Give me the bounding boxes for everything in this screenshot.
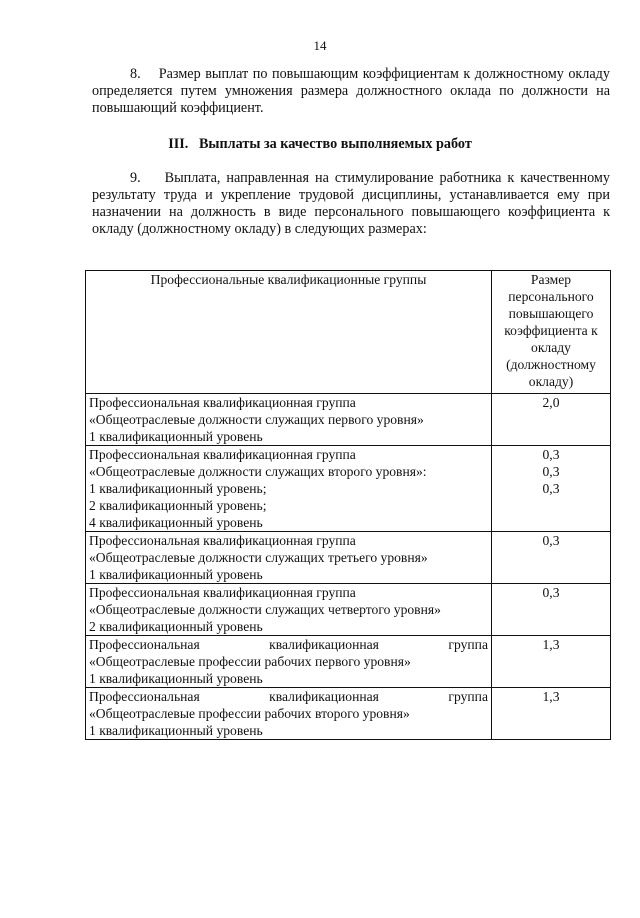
group-cell [86, 584, 492, 636]
group-cell [86, 636, 492, 688]
coefficient-value: 0,3 [542, 533, 560, 548]
coefficient-value: 1,3 [542, 689, 560, 704]
level-label: 4 квалификационный уровень [89, 515, 263, 530]
table-row [86, 584, 611, 636]
table-header-row [86, 271, 611, 394]
coefficient-value: 0,3 [542, 464, 560, 479]
value-cell [492, 394, 611, 446]
section-heading: III. Выплаты за качество выполняемых работ [168, 136, 472, 152]
group-name: «Общеотраслевые должности служащих третьего уровня» [89, 550, 428, 565]
table-row [86, 446, 611, 532]
coefficient-value: 0,3 [542, 585, 560, 600]
group-cell [86, 394, 492, 446]
level-label: 1 квалификационный уровень [89, 567, 263, 582]
coefficient-table [85, 270, 611, 740]
table-row [86, 688, 611, 740]
group-title: Профессиональная квалификационная группа [89, 395, 356, 410]
group-cell [86, 688, 492, 740]
value-cell [492, 584, 611, 636]
group-title: Профессиональная квалификационная группа [89, 447, 356, 462]
group-name: «Общеотраслевые профессии рабочих второго уровня» [89, 706, 410, 721]
coefficient-value: 0,3 [542, 447, 560, 462]
table-row [86, 394, 611, 446]
table-row [86, 636, 611, 688]
paragraph-8: 8. Размер выплат по повышающим коэффициентам к должностному окладу определяется путем умножения размера должностного оклада по должности на повышающий коэффициент. [92, 66, 610, 116]
header-group-cell: Профессиональные квалификационные группы [86, 271, 492, 394]
group-name: «Общеотраслевые должности служащих второго уровня»: [89, 464, 427, 479]
value-cell [492, 688, 611, 740]
page-number: 14 [313, 38, 327, 53]
level-label: 2 квалификационный уровень; [89, 498, 267, 513]
coefficient-value: 2,0 [542, 395, 560, 410]
group-cell [86, 532, 492, 584]
value-cell [492, 636, 611, 688]
coefficient-value: 1,3 [542, 637, 560, 652]
table-row [86, 532, 611, 584]
group-title: Профессиональная квалификационная группа [89, 533, 356, 548]
group-title: Профессиональная квалификационная группа [89, 585, 356, 600]
group-name: «Общеотраслевые должности служащих четвертого уровня» [89, 602, 441, 617]
coefficient-value: 0,3 [542, 481, 560, 496]
group-name: «Общеотраслевые должности служащих первого уровня» [89, 412, 424, 427]
value-cell [492, 532, 611, 584]
level-label: 1 квалификационный уровень; [89, 481, 267, 496]
group-name: «Общеотраслевые профессии рабочих первого уровня» [89, 654, 411, 669]
level-label: 1 квалификационный уровень [89, 723, 263, 738]
group-title: Профессиональная квалификационная группа [89, 637, 488, 652]
group-title: Профессиональная квалификационная группа [89, 689, 488, 704]
group-cell [86, 446, 492, 532]
paragraph-9: 9. Выплата, направленная на стимулирование работника к качественному результату труда и укрепление трудовой дисциплины, устанавливается ему при назначении на должность в виде персонального повышающего коэффициента к окладу (должностному окладу) в следующих размерах: [92, 170, 610, 237]
level-label: 1 квалификационный уровень [89, 429, 263, 444]
header-size-cell: Размер персонального повышающего коэффициента к окладу (должностному окладу) [492, 271, 611, 394]
value-cell [492, 446, 611, 532]
level-label: 1 квалификационный уровень [89, 671, 263, 686]
level-label: 2 квалификационный уровень [89, 619, 263, 634]
